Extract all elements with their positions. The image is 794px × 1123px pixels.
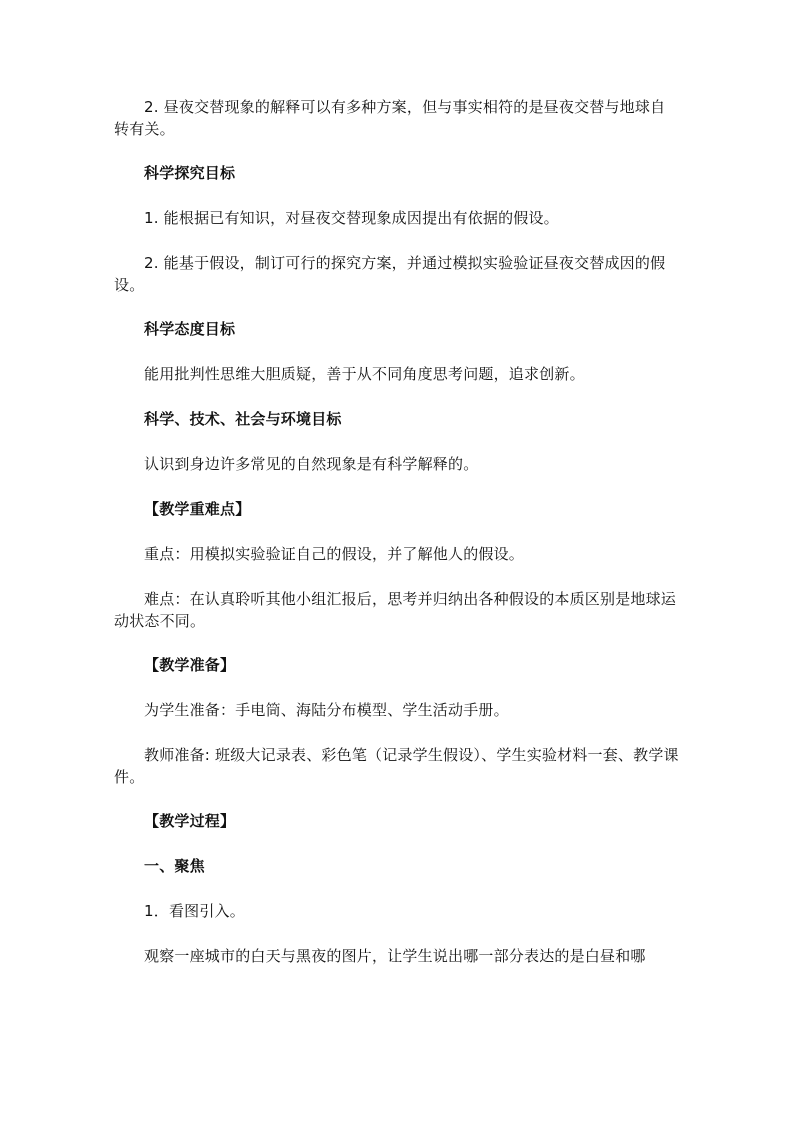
paragraph-teacher-preparation: 教师准备: 班级大记录表、彩色笔（记录学生假设）、学生实验材料一套、教学课件。: [114, 746, 679, 786]
paragraph-observe-city-image: 观察一座城市的白天与黑夜的图片，让学生说出哪一部分表达的是白昼和哪: [144, 947, 646, 965]
paragraph-image-introduction: 1．看图引入。: [144, 902, 245, 920]
heading-teaching-process: 【教学过程】: [144, 812, 236, 830]
paragraph-student-preparation: 为学生准备：手电筒、海陆分布模型、学生活动手册。: [144, 701, 509, 719]
paragraph-difficulty: 难点：在认真聆听其他小组汇报后，思考并归纳出各种假设的本质区别是地球运动状态不同。: [114, 590, 677, 630]
heading-teaching-focus: 【教学重难点】: [144, 500, 251, 518]
paragraph-stse-goal: 认识到身边许多常见的自然现象是有科学解释的。: [144, 455, 479, 473]
paragraph-explanation: 2. 昼夜交替现象的解释可以有多种方案，但与事实相符的是昼夜交替与地球自转有关。: [114, 98, 666, 138]
paragraph-inquiry-goal-2: 2. 能基于假设，制订可行的探究方案，并通过模拟实验验证昼夜交替成因的假设。: [114, 254, 666, 294]
paragraph-attitude-goal: 能用批判性思维大胆质疑，善于从不同角度思考问题，追求创新。: [144, 365, 585, 383]
paragraph-inquiry-goal-1: 1. 能根据已有知识，对昼夜交替现象成因提出有依据的假设。: [144, 209, 559, 227]
heading-teaching-preparation: 【教学准备】: [144, 656, 236, 674]
heading-science-inquiry-goal: 科学探究目标: [144, 164, 236, 182]
heading-focus-section: 一、聚焦: [144, 857, 205, 875]
document-content: [114, 96, 680, 967]
heading-science-attitude-goal: 科学态度目标: [144, 320, 236, 338]
paragraph-focus: 重点：用模拟实验验证自己的假设，并了解他人的假设。: [144, 545, 525, 563]
heading-stse-goal: 科学、技术、社会与环境目标: [144, 410, 342, 428]
